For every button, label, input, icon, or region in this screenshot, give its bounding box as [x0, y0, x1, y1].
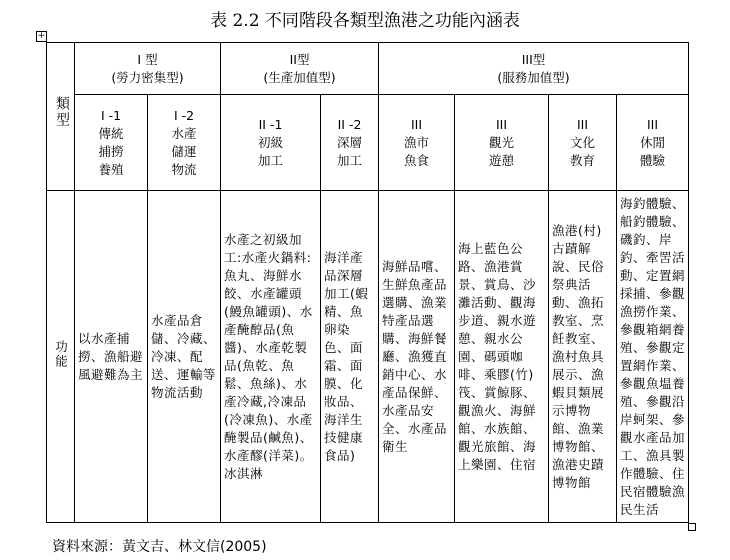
- group-header-2: [221, 43, 379, 95]
- function-cell: 漁港(村)古蹟解說、民俗祭典活動、漁拓教室、烹飪教室、漁村魚具展示、漁蝦貝類展示博物館、漁業博物館、漁港史蹟博物館: [549, 191, 617, 523]
- type-cell: III 休閒 體驗: [617, 95, 689, 191]
- group-sub: (生產加值型): [263, 69, 336, 85]
- source-note: 資料來源：黃文吉、林文信(2005): [52, 539, 267, 555]
- type-cell: III 漁市 魚食: [379, 95, 455, 191]
- group-header-1: [75, 43, 221, 95]
- function-row: [47, 191, 689, 523]
- group-header-row: [47, 43, 689, 95]
- function-cell: 海洋產品深層加工(蝦精、魚卵染色、面霜、面膜、化妝品、海洋生技健康食品): [321, 191, 379, 523]
- type-cell: I -1 傳統 捕撈 養殖: [75, 95, 148, 191]
- group-sub: (勞力密集型): [111, 69, 184, 85]
- group-name: II型: [289, 51, 310, 67]
- function-cell: 海鮮品嚐、生鮮魚產品選購、漁業特產品選購、海鮮餐廳、漁獲直銷中心、水產品保鮮、水產品安全、水產品衛生: [379, 191, 455, 523]
- function-cell: 水產品倉儲、冷藏、冷凍、配送、運輸等物流活動: [148, 191, 221, 523]
- type-cell: I -2 水產 儲運 物流: [148, 95, 221, 191]
- type-cell: II -2 深層 加工: [321, 95, 379, 191]
- function-cell: 海上藍色公路、漁港賞景、賞鳥、沙灘活動、觀海步道、親水遊憩、親水公園、碼頭咖啡、乘膠(竹)筏、賞鯨豚、觀漁火、海鮮館、水族館、觀光旅館、海上樂園、住宿: [455, 191, 549, 523]
- type-cell: II -1 初級 加工: [221, 95, 321, 191]
- type-cell: III 觀光 遊憩: [455, 95, 549, 191]
- type-label: 類型: [54, 96, 70, 128]
- function-label: 功能: [47, 191, 75, 523]
- function-cell: 海釣體驗、船釣體驗、磯釣、岸釣、牽罟活動、定置網採捕、參觀漁撈作業、參觀箱網養殖、參觀定置網作業、參觀魚塭養殖、參觀沿岸蚵架、參觀水產品加工、漁具製作體驗、住民宿體驗漁民生活: [617, 191, 689, 523]
- function-table: [46, 42, 689, 523]
- table-title: 表 2.2 不同階段各類型漁港之功能內涵表: [210, 11, 520, 31]
- table-move-handle-icon[interactable]: +: [37, 31, 46, 41]
- group-header-3: [379, 43, 689, 95]
- function-cell: 水產之初級加工:水產火鍋料:魚丸、海鮮水餃、水產罐頭(鰻魚罐頭)、水產醃醇品(魚醬)、水產乾製品(魚乾、魚鬆、魚絲)、水產冷藏,冷凍品(冷凍魚)、水產醃製品(鹹魚)、水產醪(洋菜)。冰淇淋: [221, 191, 321, 523]
- type-cell: III 文化 教育: [549, 95, 617, 191]
- group-sub: (服務加值型): [497, 69, 570, 85]
- function-cell: 以水產捕撈、漁船避風避難為主: [75, 191, 148, 523]
- table-resize-handle-icon[interactable]: [688, 523, 696, 531]
- type-row: [47, 95, 689, 191]
- group-name: I 型: [137, 51, 158, 67]
- group-name: III型: [521, 51, 546, 67]
